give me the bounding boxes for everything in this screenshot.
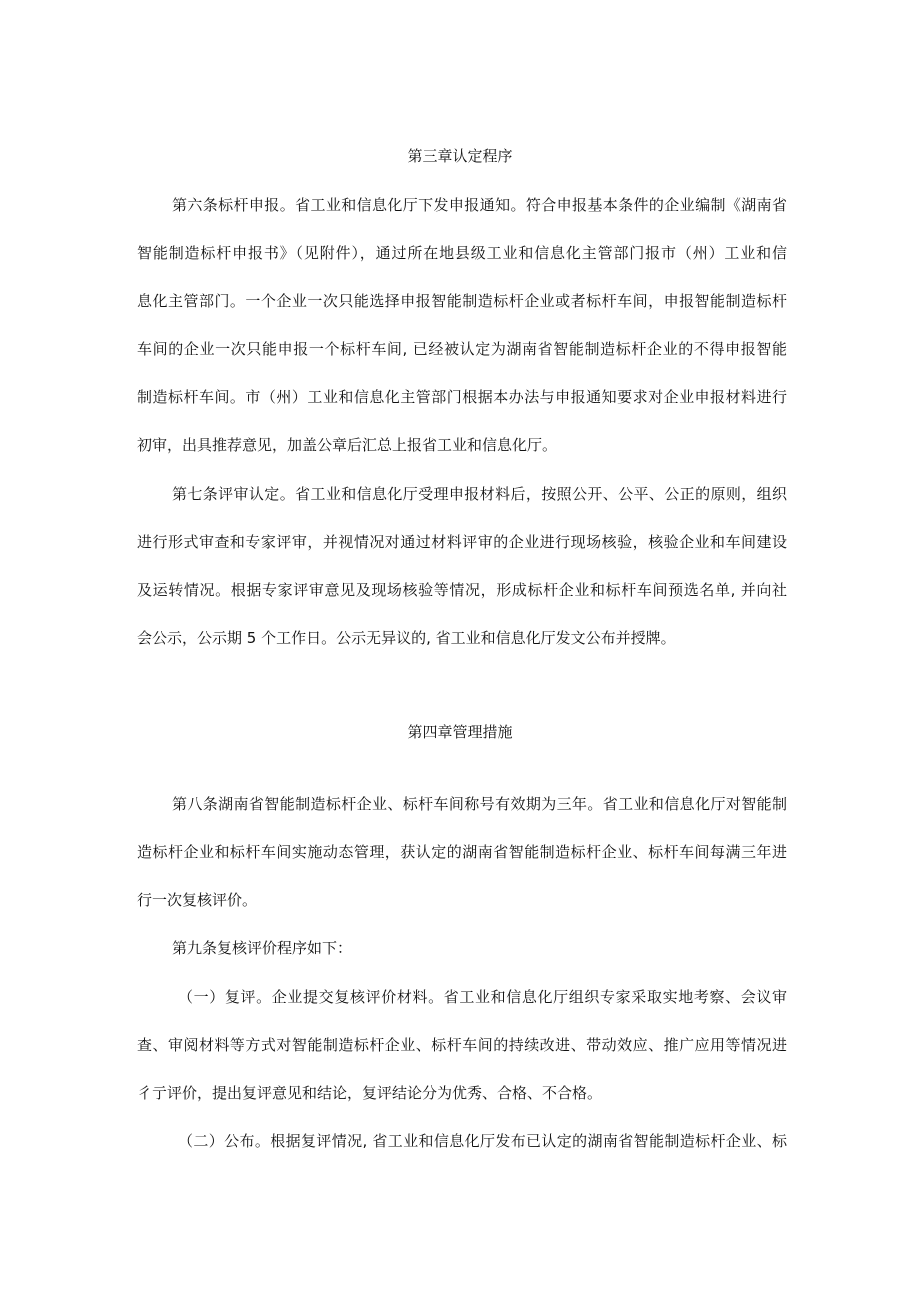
article-6-line: 初审，出具推荐意见，加盖公章后汇总上报省工业和信息化厅。 xyxy=(137,436,558,454)
article-6-line: 第六条标杆申报。省工业和信息化厅下发申报通知。符合申报基本条件的企业编制《湖南省 xyxy=(172,196,787,214)
chapter-4-title: 第四章管理措施 xyxy=(407,723,513,741)
article-6-line: 智能制造标杆申报书》（见附件），通过所在地县级工业和信息化主管部门报市（州）工业和信 xyxy=(137,244,787,262)
article-6-line: 息化主管部门。一个企业一次只能选择申报智能制造标杆企业或者标杆车间，申报智能制造标杆 xyxy=(137,292,787,310)
article-7-line: 进行形式审查和专家评审，并视情况对通过材料评审的企业进行现场核验，核验企业和车间建设 xyxy=(137,533,787,551)
item-1-line: （一）复评。企业提交复核评价材料。省工业和信息化厅组织专家采取实地考察、会议审 xyxy=(178,988,787,1006)
article-6-line: 车间的企业一次只能申报一个标杆车间, 已经被认定为湖南省智能制造标杆企业的不得申报智能 xyxy=(137,340,787,358)
article-9-line: 第九条复核评价程序如下： xyxy=(172,939,353,957)
article-8-line: 行一次复核评价。 xyxy=(137,891,258,909)
chapter-3-title: 第三章认定程序 xyxy=(407,147,513,165)
article-7-line: 会公示，公示期 5 个工作日。公示无异议的, 省工业和信息化厅发文公布并授牌。 xyxy=(137,629,676,647)
article-7-line: 及运转情况。根据专家评审意见及现场核验等情况，形成标杆企业和标杆车间预选名单, 并向社 xyxy=(137,581,787,599)
item-2-line: （二）公布。根据复评情况, 省工业和信息化厅发布已认定的湖南省智能制造标杆企业、标 xyxy=(178,1132,787,1150)
article-6-line: 制造标杆车间。市（州）工业和信息化主管部门根据本办法与申报通知要求对企业申报材料进行 xyxy=(137,388,787,406)
article-8-line: 第八条湖南省智能制造标杆企业、标杆车间称号有效期为三年。省工业和信息化厅对智能制 xyxy=(172,795,787,813)
item-1-line: 查、审阅材料等方式对智能制造标杆企业、标杆车间的持续改进、带动效应、推广应用等情况进 xyxy=(137,1036,787,1054)
article-7-line: 第七条评审认定。省工业和信息化厅受理申报材料后，按照公开、公平、公正的原则，组织 xyxy=(172,485,787,503)
item-1-line: 彳亍评价，提出复评意见和结论，复评结论分为优秀、合格、不合格。 xyxy=(137,1084,603,1102)
article-8-line: 造标杆企业和标杆车间实施动态管理，获认定的湖南省智能制造标杆企业、标杆车间每满三年进 xyxy=(137,843,787,861)
